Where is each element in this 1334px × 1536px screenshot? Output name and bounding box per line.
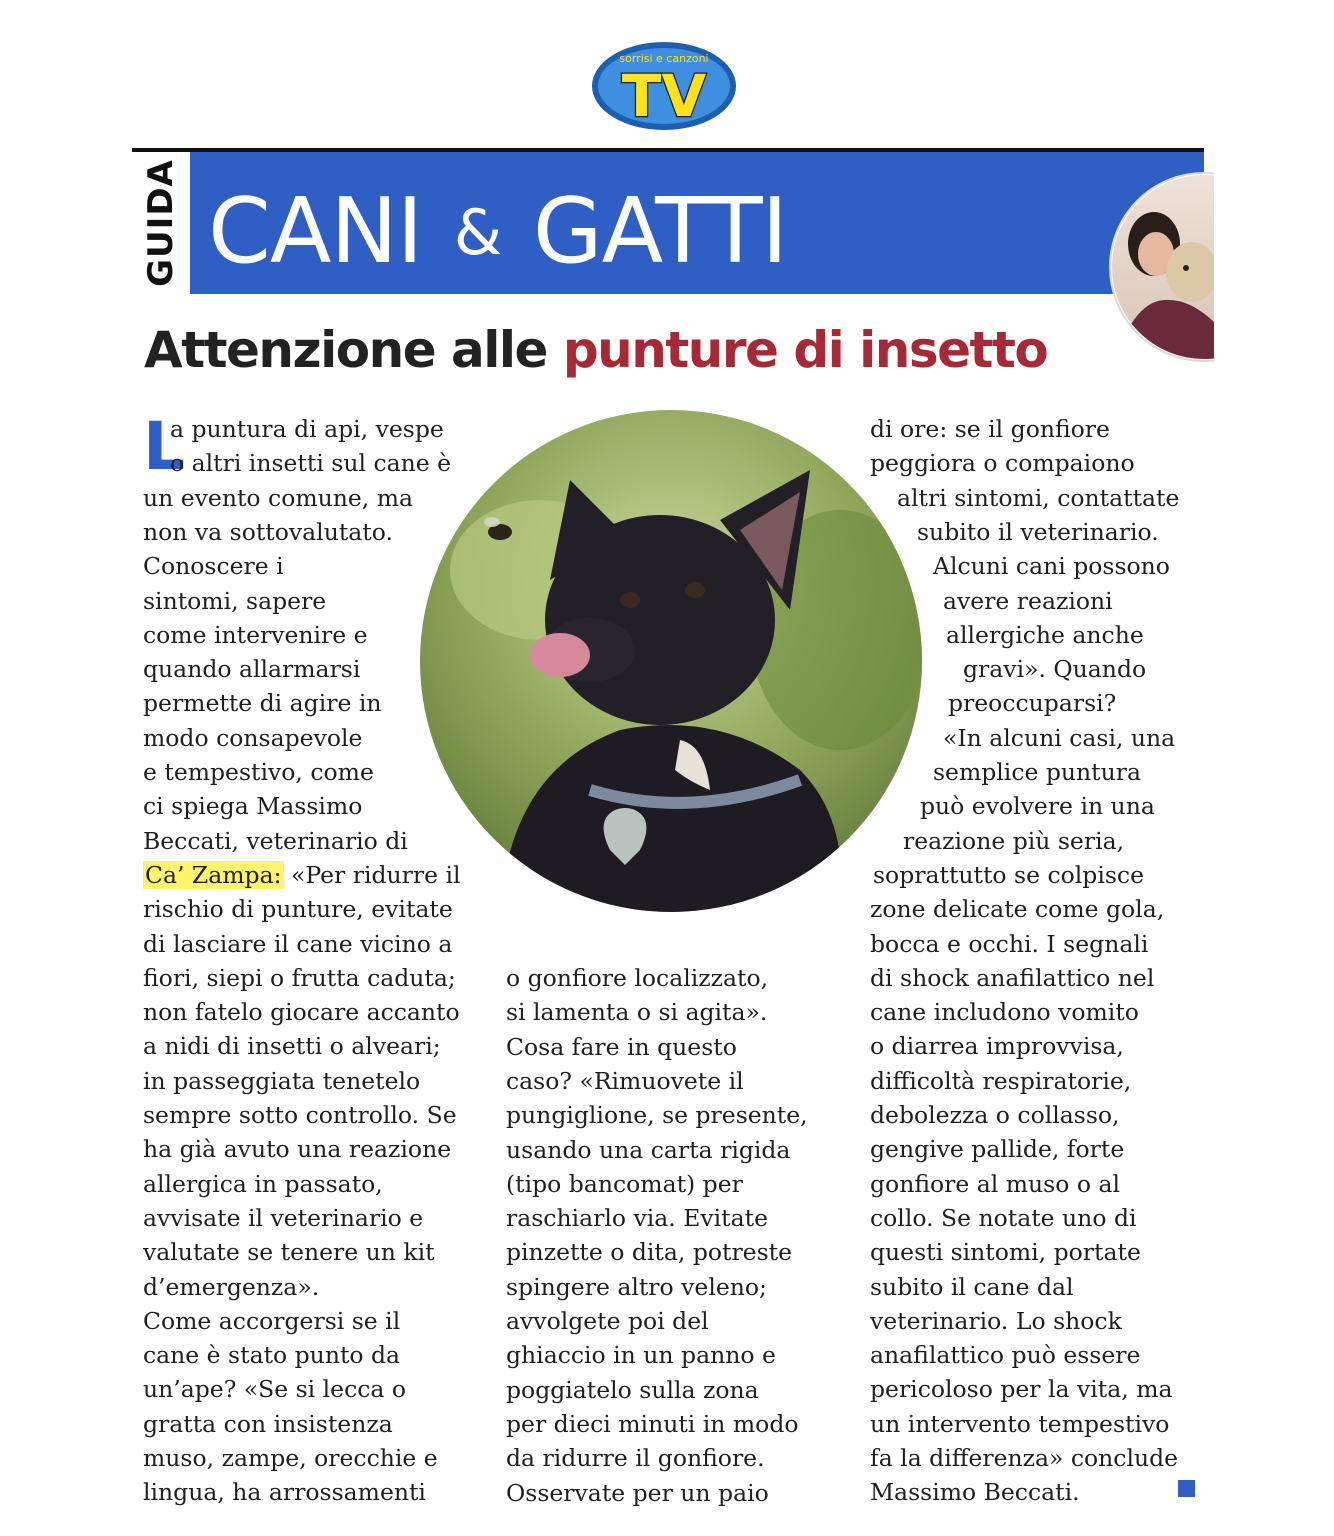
article-line: subito il cane dal	[870, 1272, 1074, 1301]
article-line: debolezza o collasso,	[870, 1101, 1120, 1129]
article-line: caso? «Rimuovete il	[506, 1066, 744, 1095]
article-line: zone delicate come gola,	[870, 895, 1165, 924]
article-line: permette di agire in	[143, 689, 382, 718]
drop-cap: L	[143, 408, 186, 485]
tv-sorrisi-logo	[589, 40, 739, 132]
article-headline	[144, 318, 1047, 382]
article-line: ci spiega Massimo	[143, 792, 363, 821]
article-line: o altri insetti sul cane è	[170, 449, 452, 478]
article-line: sintomi, sapere	[143, 586, 327, 615]
article-line: d’emergenza».	[143, 1272, 320, 1301]
article-line: subito il veterinario.	[917, 517, 1159, 546]
article-line: semplice puntura	[933, 758, 1142, 786]
article-line: di ore: se il gonfiore	[870, 415, 1110, 443]
article-line: fa la differenza» conclude	[870, 1444, 1179, 1472]
article-line: preoccuparsi?	[948, 689, 1117, 718]
section-label	[132, 152, 190, 294]
section-band	[190, 152, 1204, 294]
article-line: rischio di punture, evitate	[143, 895, 453, 924]
article-line: valutate se tenere un kit	[143, 1238, 435, 1267]
article-line: cane è stato punto da	[143, 1341, 401, 1370]
article-line: da ridurre il gonfiore.	[506, 1444, 765, 1473]
article-line: collo. Se notate uno di	[870, 1203, 1137, 1232]
article-line: gonfiore al muso o al	[870, 1169, 1120, 1198]
end-mark	[1178, 1480, 1195, 1497]
article-line: Come accorgersi se il	[143, 1306, 401, 1335]
article-line: può evolvere in una	[920, 792, 1155, 821]
article-line: «In alcuni casi, una	[943, 723, 1176, 752]
article-line: pungiglione, se presente,	[506, 1101, 808, 1130]
article-line: a puntura di api, vespe	[170, 415, 444, 443]
article-line: e tempestivo, come	[143, 758, 374, 786]
section-title	[208, 179, 788, 284]
article-line: sempre sotto controllo. Se	[143, 1101, 457, 1129]
article-line: Osservate per un paio	[506, 1478, 769, 1507]
article-line: di lasciare il cane vicino a	[143, 929, 453, 958]
article-line: Conoscere i	[143, 552, 284, 581]
article-line: avere reazioni	[943, 586, 1113, 615]
article-line: si lamenta o si agita».	[506, 998, 768, 1027]
article-line: per dieci minuti in modo	[506, 1409, 799, 1438]
article-line: cane includono vomito	[870, 998, 1139, 1027]
article-line: di shock anafilattico nel	[870, 963, 1155, 992]
article-line: bocca e occhi. I segnali	[870, 929, 1149, 958]
article-line: Cosa fare in questo	[506, 1032, 737, 1061]
logo-top-text: sorrisi e canzoni	[619, 52, 709, 65]
article-line: come intervenire e	[143, 620, 368, 649]
article-line: lingua, ha arrossamenti	[143, 1478, 426, 1507]
article-line: spingere altro veleno;	[506, 1272, 767, 1301]
section-title-part2: GATTI	[532, 179, 788, 284]
article-line: usando una carta rigida	[506, 1135, 791, 1164]
article-line: (tipo bancomat) per	[506, 1169, 743, 1198]
article-line: allergica in passato,	[143, 1169, 383, 1198]
article-line: modo consapevole	[143, 723, 363, 752]
article-line: allergiche anche	[946, 620, 1144, 649]
article-line: Beccati, veterinario di	[143, 826, 408, 855]
article-line: gravi». Quando	[963, 655, 1147, 684]
section-label-text: GUIDA	[141, 159, 181, 287]
article-line: un’ape? «Se si lecca o	[143, 1375, 407, 1404]
article-line: Alcuni cani possono	[933, 552, 1170, 581]
section-title-part1: CANI	[208, 179, 423, 284]
article-line: difficoltà respiratorie,	[870, 1066, 1132, 1095]
article-line: quando allarmarsi	[143, 655, 361, 684]
dog-photo	[420, 410, 922, 912]
article-line: avvolgete poi del	[506, 1307, 709, 1335]
article-line-continuation: «Per ridurre il	[283, 860, 461, 889]
article-line: non fatelo giocare accanto	[143, 998, 460, 1027]
article-line: altri sintomi, contattate	[897, 483, 1180, 512]
article-line: pinzette o dita, potreste	[506, 1238, 793, 1267]
article-line: o gonfiore localizzato,	[506, 964, 769, 992]
article-line: gratta con insistenza	[143, 1409, 393, 1438]
author-photo	[1094, 172, 1214, 362]
article-line: raschiarlo via. Evitate	[506, 1204, 768, 1233]
article-line: ha già avuto una reazione	[143, 1135, 452, 1164]
article-line: soprattutto se colpisce	[873, 860, 1144, 889]
article-line: Massimo Beccati.	[870, 1478, 1080, 1507]
article-line: reazione più seria,	[903, 826, 1125, 855]
article-line: ghiaccio in un panno e	[506, 1341, 776, 1370]
headline-part1: Attenzione alle	[144, 321, 563, 379]
article-line: a nidi di insetti o alveari;	[143, 1032, 441, 1061]
article-line: non va sottovalutato.	[143, 517, 393, 546]
article-line: muso, zampe, orecchie e	[143, 1444, 438, 1472]
article-line: peggiora o compaiono	[870, 449, 1135, 478]
logo-main-text: TV	[621, 62, 707, 130]
article-line: gengive pallide, forte	[870, 1135, 1125, 1164]
article-line: anafilattico può essere	[870, 1341, 1141, 1370]
highlighted-source: Ca’ Zampa:	[145, 860, 282, 889]
article-line: veterinario. Lo shock	[870, 1306, 1122, 1335]
article-line: in passeggiata tenetelo	[143, 1066, 421, 1095]
article-line: pericoloso per la vita, ma	[870, 1375, 1173, 1404]
article-line: questi sintomi, portate	[870, 1238, 1141, 1267]
article-line: avvisate il veterinario e	[143, 1203, 424, 1232]
article-line: un intervento tempestivo	[870, 1409, 1170, 1438]
article-line: un evento comune, ma	[143, 483, 414, 512]
headline-accent: punture di insetto	[562, 321, 1048, 379]
section-title-amp: &	[453, 196, 502, 269]
article-line	[143, 860, 461, 890]
article-line: o diarrea improvvisa,	[870, 1032, 1124, 1061]
article-line: fiori, siepi o frutta caduta;	[143, 963, 456, 992]
article-line: poggiatelo sulla zona	[506, 1375, 759, 1404]
